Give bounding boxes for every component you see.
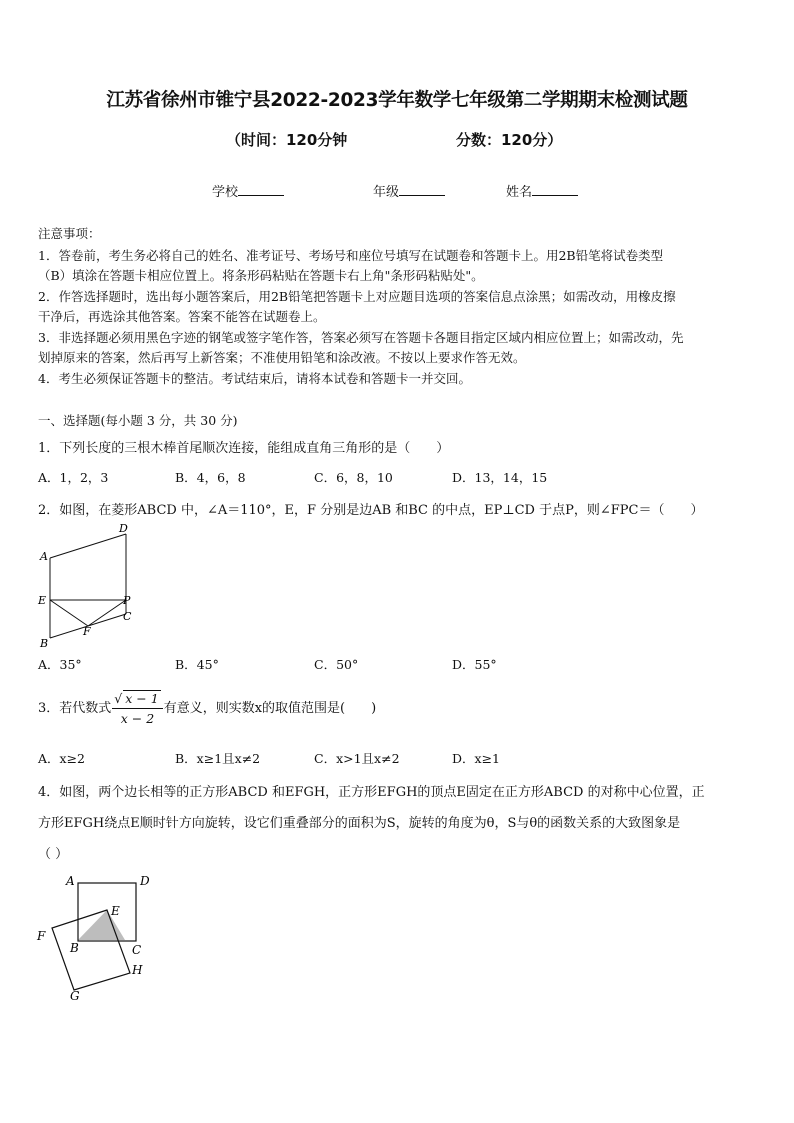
- question-2-stem: 2．如图，在菱形ABCD 中，∠A＝110°，E，F 分别是边AB 和BC 的中点，EP⊥CD 于点P，则∠FPC＝（ ）: [38, 503, 704, 518]
- q1-option-c: C．6，8，10: [314, 470, 393, 485]
- label-b: B: [40, 637, 49, 650]
- exam-score: 分数：120分）: [456, 131, 563, 149]
- label-f: F: [37, 929, 46, 943]
- notes-line: 划掉原来的答案，然后再写上新答案；不准使用铅笔和涂改液。不按以上要求作答无效。: [38, 350, 526, 365]
- q1-option-d: D．13，14，15: [452, 470, 548, 485]
- school-blank: [238, 183, 284, 196]
- question-4-line: （ ）: [38, 847, 69, 862]
- grade-label: 年级: [373, 185, 400, 200]
- q2-option-a: A．35°: [38, 657, 82, 672]
- question-1-stem: 1．下列长度的三根木棒首尾顺次连接，能组成直角三角形的是（ ）: [38, 441, 450, 456]
- q3-prefix: 3．若代数式: [38, 701, 112, 716]
- notes-line: 4．考生必须保证答题卡的整洁。考试结束后，请将本试卷和答题卡一并交回。: [38, 371, 471, 386]
- label-e: E: [38, 594, 47, 607]
- grade-blank: [399, 183, 445, 196]
- grade-field: [373, 181, 445, 200]
- name-blank: [532, 183, 578, 196]
- q3-suffix: 有意义，则实数x的取值范围是( ): [163, 701, 377, 716]
- school-label: 学校: [212, 185, 239, 200]
- label-a: A: [40, 550, 48, 563]
- q3-option-d: D．x≥1: [452, 751, 500, 766]
- notes-line: 干净后，再选涂其他答案。答案不能答在试题卷上。: [38, 309, 326, 324]
- squares-figure: [30, 868, 160, 1008]
- q3-numerator: √ x − 1: [112, 690, 162, 709]
- label-d: D: [119, 522, 128, 535]
- label-d: D: [140, 874, 150, 888]
- q3-radicand: x − 1: [125, 691, 159, 706]
- notes-heading: 注意事项：: [38, 226, 101, 241]
- notes-line: 2．作答选择题时，选出每小题答案后，用2B铅笔把答题卡上对应题目选项的答案信息点涂黑；如需改动，用橡皮擦: [38, 289, 676, 304]
- rhombus-figure: [34, 520, 144, 650]
- notes-line: 3．非选择题必须用黑色字迹的钢笔或签字笔作答，答案必须写在答题卡各题目指定区域内相应位置上；如需改动，先: [38, 330, 684, 345]
- label-b: B: [70, 941, 79, 955]
- notes-line: （B）填涂在答题卡相应位置上。将条形码粘贴在答题卡右上角"条形码粘贴处"。: [38, 268, 484, 283]
- q3-option-a: A．x≥2: [38, 751, 86, 766]
- label-h: H: [132, 963, 143, 977]
- q3-denominator: x − 2: [120, 711, 155, 726]
- school-field: [212, 181, 284, 200]
- question-3-stem: [38, 690, 376, 727]
- q3-fraction: [112, 690, 162, 727]
- exam-time: （时间：120分钟: [226, 131, 348, 149]
- q2-option-b: B．45°: [175, 657, 219, 672]
- q2-option-c: C．50°: [314, 657, 359, 672]
- notes-line: 1．答卷前，考生务必将自己的姓名、准考证号、考场号和座位号填写在试题卷和答题卡上。用2B铅笔将试卷类型: [38, 248, 664, 263]
- q1-option-b: B．4，6，8: [175, 470, 246, 485]
- label-c: C: [123, 610, 132, 623]
- label-g: G: [70, 989, 80, 1003]
- q1-option-a: A．1，2，3: [38, 470, 109, 485]
- name-field: [506, 181, 578, 200]
- exam-title: 江苏省徐州市锥宁县2022-2023学年数学七年级第二学期期末检测试题: [106, 90, 688, 111]
- label-c: C: [132, 943, 142, 957]
- label-e: E: [111, 904, 120, 918]
- label-a: A: [66, 874, 75, 888]
- label-p: P: [123, 594, 131, 607]
- question-4-line: 方形EFGH绕点E顺时针方向旋转，设它们重叠部分的面积为S，旋转的角度为θ，S与θ的函数关系的大致图象是: [38, 816, 681, 831]
- q3-option-b: B．x≥1且x≠2: [175, 751, 261, 766]
- section-heading: 一、选择题(每小题 3 分，共 30 分): [38, 413, 238, 428]
- q3-option-c: C．x>1且x≠2: [314, 751, 400, 766]
- label-f: F: [83, 625, 91, 638]
- question-4-line: 4．如图，两个边长相等的正方形ABCD 和EFGH，正方形EFGH的顶点E固定在正方形ABCD 的对称中心位置，正: [38, 785, 705, 800]
- q2-option-d: D．55°: [452, 657, 497, 672]
- name-label: 姓名: [506, 185, 533, 200]
